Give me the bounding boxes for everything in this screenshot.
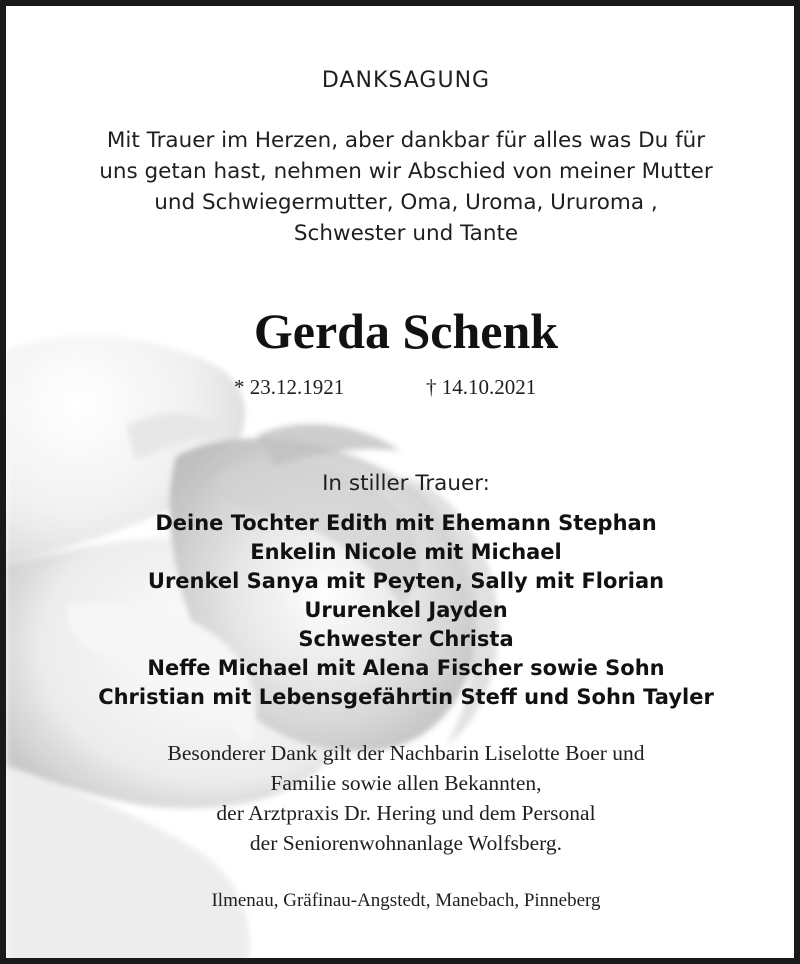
family-member-line: Enkelin Nicole mit Michael: [250, 540, 562, 564]
death-date: † 14.10.2021: [426, 375, 537, 399]
intro-line: Schwester und Tante: [293, 221, 519, 246]
thanks-line: Besonderer Dank gilt der Nachbarin Liselotte Boer und: [167, 741, 645, 765]
birth-date: * 23.12.1921: [234, 375, 345, 399]
mourning-label: In stiller Trauer:: [322, 471, 490, 496]
intro-line: Mit Trauer im Herzen, aber dankbar für alles was Du für: [106, 128, 706, 153]
thanks-line: der Arztpraxis Dr. Hering und dem Personal: [216, 801, 596, 825]
deceased-name: Gerda Schenk: [253, 303, 559, 359]
notice-heading: DANKSAGUNG: [321, 68, 491, 93]
intro-line: und Schwiegermutter, Oma, Uroma, Ururoma ,: [154, 190, 658, 215]
places-line: Ilmenau, Gräfinau-Angstedt, Manebach, Pinneberg: [211, 890, 601, 911]
family-member-line: Neffe Michael mit Alena Fischer sowie Sohn: [147, 656, 665, 680]
thanks-line: der Seniorenwohnanlage Wolfsberg.: [249, 831, 563, 855]
intro-line: uns getan hast, nehmen wir Abschied von meiner Mutter: [99, 159, 713, 184]
family-member-line: Urenkel Sanya mit Peyten, Sally mit Florian: [147, 569, 665, 593]
family-member-line: Schwester Christa: [298, 627, 514, 651]
family-member-line: Deine Tochter Edith mit Ehemann Stephan: [155, 511, 657, 535]
thanks-line: Familie sowie allen Bekannten,: [270, 771, 542, 795]
family-member-line: Christian mit Lebensgefährtin Steff und Sohn Tayler: [98, 685, 714, 709]
family-member-line: Ururenkel Jayden: [304, 598, 508, 622]
